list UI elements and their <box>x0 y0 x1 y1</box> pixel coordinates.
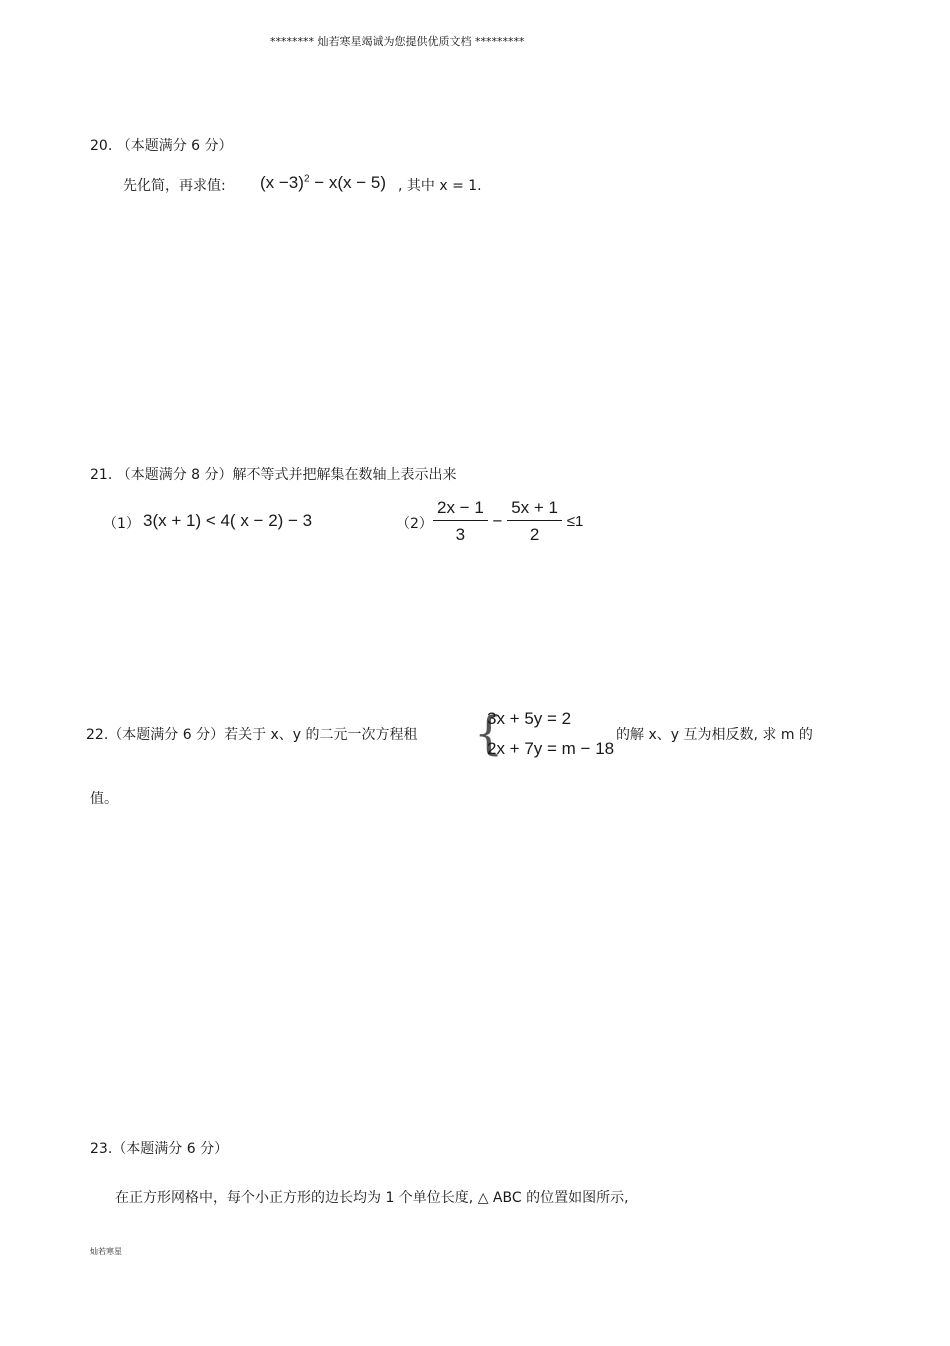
q21-fraction-2-numerator: 5x + 1 <box>507 498 562 521</box>
q21-part1-label: （1） <box>103 516 140 532</box>
q22-tail-continued: 值。 <box>90 791 118 807</box>
q21-part2-expression <box>433 498 583 545</box>
q20-expr-part1: (x −3) <box>260 173 304 192</box>
q20-title: 20. （本题满分 6 分） <box>90 138 233 154</box>
q21-fraction-1-numerator: 2x − 1 <box>433 498 488 521</box>
q20-expression <box>260 173 386 193</box>
q21-fraction-2-denominator: 2 <box>529 525 540 544</box>
q23-title: 23.（本题满分 6 分） <box>90 1141 229 1157</box>
page-header: ******** 灿若寒星竭诚为您提供优质文档 ********* <box>270 35 525 48</box>
system-brace-icon: { <box>474 706 504 760</box>
q21-title: 21. （本题满分 8 分）解不等式并把解集在数轴上表示出来 <box>90 467 457 483</box>
page-footer: 灿若寒星 <box>90 1247 122 1256</box>
q22-equation-2: 2x + 7y = m − 18 <box>487 739 615 758</box>
q20-condition: , 其中 x = 1. <box>398 178 482 194</box>
q21-part1-expression: 3(x + 1) < 4( x − 2) − 3 <box>143 511 313 530</box>
q21-part2-label: （2） <box>396 516 433 532</box>
q20-expr-part2: − x(x − 5) <box>309 173 387 192</box>
q21-fraction-1-denominator: 3 <box>455 525 466 544</box>
q20-prompt: 先化简，再求值: <box>123 178 226 194</box>
q22-equation-1: 3x + 5y = 2 <box>487 709 572 728</box>
q23-text: 在正方形网格中，每个小正方形的边长均为 1 个单位长度, △ ABC 的位置如图所示, <box>115 1190 629 1206</box>
q21-relation: ≤1 <box>566 513 584 530</box>
q21-fraction-1 <box>433 498 488 545</box>
q21-minus: − <box>492 511 503 531</box>
q20-exponent: 2 <box>303 173 310 185</box>
q21-fraction-2 <box>507 498 562 545</box>
q22-tail: 的解 x、y 互为相反数, 求 m 的 <box>616 727 813 743</box>
q22-title: 22.（本题满分 6 分）若关于 x、y 的二元一次方程租 <box>86 727 418 743</box>
